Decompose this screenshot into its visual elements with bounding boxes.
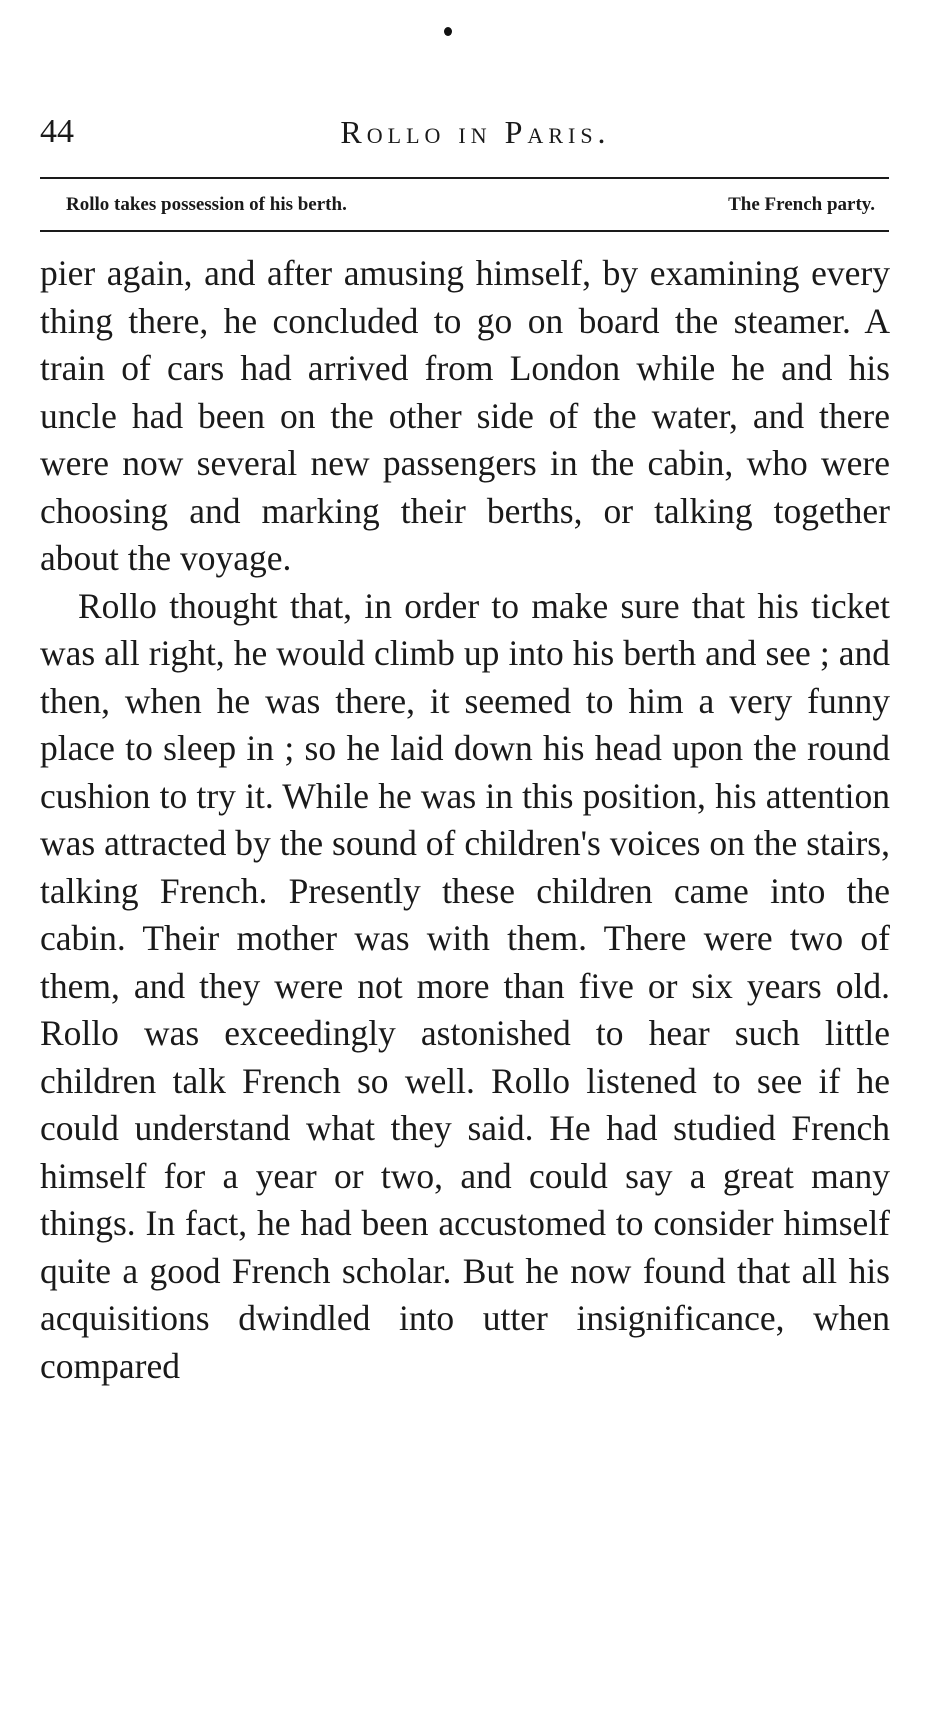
header-rule-bottom xyxy=(40,230,889,232)
subhead-left: Rollo takes possession of his berth. xyxy=(66,194,347,215)
header-rule-top xyxy=(40,177,889,179)
marginal-subheads xyxy=(66,190,875,220)
paragraph-continued: pier again, and after amusing himself, by examining every thing there, he concluded to go on board the steamer. A train of cars had arrived from London while he and his uncle had been on the other side of the water, and there were now several new passengers in the cabin, who were choosing and marking their berths, or talking together about the voyage. xyxy=(40,253,890,578)
subhead-right: The French party. xyxy=(728,194,875,215)
page-number: 44 xyxy=(40,113,74,150)
page-header xyxy=(40,104,891,160)
running-title: Rollo in Paris. xyxy=(340,114,611,150)
paragraph: Rollo thought that, in order to make sure that his ticket was all right, he would climb up into his berth and see ; and then, when he was there, it seemed to him a very funny place to sleep in ; so he laid down his head upon the round cushion to try it. While he was in this position, his attention was attracted by the sound of children's voices on the stairs, talking French. Presently these children came into the cabin. Their mother was with them. There were two of them, and they were not more than five or six years old. Rollo was exceedingly astonished to hear such little children talk French so well. Rollo listened to see if he could understand what they said. He had studied French himself for a year or two, and could say a great many things. In fact, he had been accustomed to consider himself quite a good French scholar. But he now found that all his acquisitions dwindled into utter insignificance, when compared xyxy=(40,585,890,1386)
ink-speck xyxy=(444,27,452,36)
body-text xyxy=(40,250,890,1390)
